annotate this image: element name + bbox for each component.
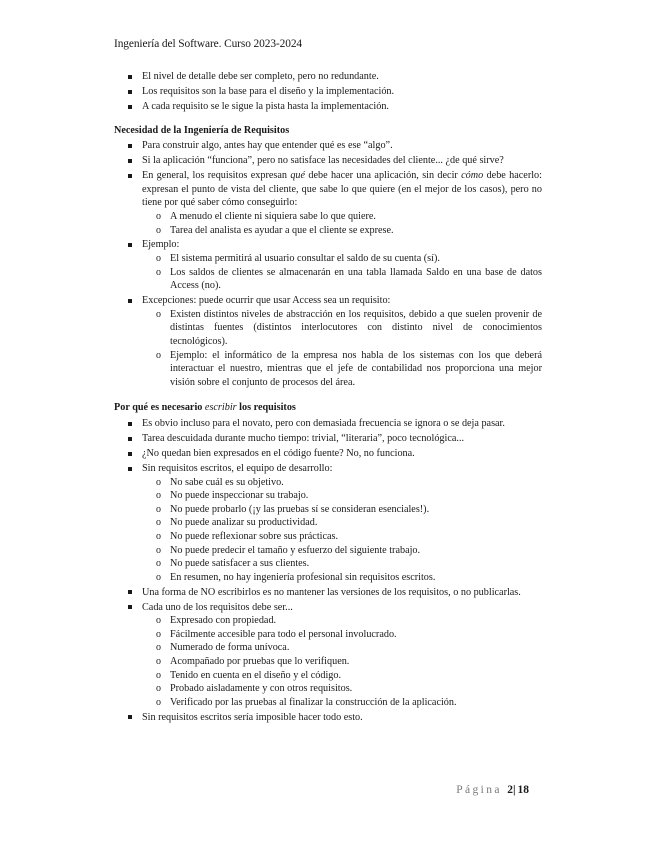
list-item: Tarea descuidada durante mucho tiempo: trivial, “literaria”, poco tecnológica... (114, 432, 542, 446)
square-bullet-icon (128, 243, 132, 247)
circle-bullet-icon: o (156, 253, 161, 265)
sub-list (142, 210, 542, 237)
sub-list-item: o Ejemplo: el informático de la empresa nos habla de los sistemas con los que deberá interactuar el nuestro, mientras que el jefe de contabilidad nos proporciona una mejor visión sobre el conjunto de procesos del área. (156, 349, 542, 388)
circle-bullet-icon: o (156, 683, 161, 695)
square-bullet-icon (128, 159, 132, 163)
sub-list (142, 614, 542, 709)
square-bullet-icon (128, 144, 132, 148)
list-item: El nivel de detalle debe ser completo, pero no redundante. (114, 70, 542, 84)
sub-list-item: o El sistema permitirá al usuario consultar el saldo de su cuenta (sí). (156, 253, 440, 265)
square-bullet-icon (128, 422, 132, 426)
sub-list-item: o No puede satisfacer a sus clientes. (156, 558, 310, 570)
sub-list-item: o En resumen, no hay ingeniería profesional sin requisitos escritos. (156, 571, 436, 583)
circle-bullet-icon: o (156, 266, 161, 278)
sub-list-item: o Numerado de forma unívoca. (156, 642, 290, 654)
sub-list-item: o No puede inspeccionar su trabajo. (156, 490, 309, 502)
sub-list-item: o No puede analizar su productividad. (156, 517, 318, 529)
list-item: Excepciones: puede ocurrir que usar Access sea un requisito: o Existen distintos niveles de abstracción en los requisitos, debido a que suelen provenir de distintas fuentes (distintos interlocutores con distinto nivel de conocimientos tecnológicos). o Ejemplo: el informático de la empresa nos habla de los sistemas con los que deberá interactuar el nuestro, mientras que el jefe de contabilidad nos proporciona una mejor visión sobre el conjunto de procesos del área. (114, 294, 542, 389)
intro-list (114, 70, 542, 114)
sub-list-item: o No puede reflexionar sobre sus prácticas. (156, 530, 339, 542)
list-item: En general, los requisitos expresan qué debe hacer una aplicación, sin decir cómo debe hacerlo: expresan el punto de vista del cliente, que sabe lo que quiere (en el mejor de los casos), pero no tiene por qué saber cómo conseguirlo: o A menudo el cliente ni siquiera sabe lo que quiere. o Tarea del analista es ayudar a que el cliente se exprese. (114, 169, 542, 237)
list-item: Una forma de NO escribirlos es no mantener las versiones de los requisitos, o no publicarlas. (114, 586, 542, 600)
list-item: ¿No quedan bien expresados en el código fuente? No, no funciona. (114, 447, 542, 461)
section-heading: Por qué es necesario escribir los requisitos (114, 402, 296, 414)
sub-list-item: o Acompañado por pruebas que lo verifiquen. (156, 656, 350, 668)
circle-bullet-icon: o (156, 628, 161, 640)
circle-bullet-icon: o (156, 642, 161, 654)
circle-bullet-icon: o (156, 558, 161, 570)
square-bullet-icon (128, 715, 132, 719)
circle-bullet-icon: o (156, 210, 161, 222)
sub-list (142, 308, 542, 390)
list-item: Para construir algo, antes hay que entender qué es ese “algo”. (114, 139, 542, 153)
page-separator: | (512, 784, 516, 796)
square-bullet-icon (128, 174, 132, 178)
sub-list (142, 476, 542, 585)
sub-list-item: o No sabe cuál es su objetivo. (156, 476, 284, 488)
circle-bullet-icon: o (156, 669, 161, 681)
square-bullet-icon (128, 452, 132, 456)
sub-list-item: o A menudo el cliente ni siquiera sabe lo que quiere. (156, 210, 376, 222)
circle-bullet-icon: o (156, 615, 161, 627)
section1-list (114, 139, 542, 389)
sub-list-item: o Existen distintos niveles de abstracción en los requisitos, debido a que suelen provenir de distintas fuentes (distintos interlocutores con distinto nivel de conocimientos tecnológicos). (156, 308, 542, 348)
sub-list-item: o Tenido en cuenta en el diseño y el código. (156, 669, 342, 681)
circle-bullet-icon: o (156, 308, 161, 320)
section2-list (114, 417, 542, 724)
list-item: Sin requisitos escritos, el equipo de desarrollo: o No sabe cuál es su objetivo. o No puede inspeccionar su trabajo. o No puede probarlo (¡y las pruebas sí se consideran esenciales!). o No puede analizar su productividad. o No puede reflexionar sobre sus prácticas. o No puede predecir el tamaño y esfuerzo del siguiente trabajo. o No puede satisfacer a sus clientes. o En resumen, no hay ingeniería profesional sin requisitos escritos. (114, 462, 542, 584)
square-bullet-icon (128, 437, 132, 441)
circle-bullet-icon: o (156, 503, 161, 515)
list-item: Ejemplo: o El sistema permitirá al usuario consultar el saldo de su cuenta (sí). o Los saldos de clientes se almacenarán en una tabla llamada Saldo en una base de datos Access (no). (114, 238, 542, 292)
circle-bullet-icon: o (156, 571, 161, 583)
list-item: A cada requisito se le sigue la pista hasta la implementación. (114, 100, 542, 114)
document-header: Ingeniería del Software. Curso 2023-2024 (114, 38, 303, 50)
circle-bullet-icon: o (156, 490, 161, 502)
square-bullet-icon (128, 105, 132, 109)
circle-bullet-icon: o (156, 656, 161, 668)
circle-bullet-icon: o (156, 224, 161, 236)
sub-list-item: o Verificado por las pruebas al finalizar la construcción de la aplicación. (156, 696, 457, 708)
square-bullet-icon (128, 605, 132, 609)
list-item: Si la aplicación “funciona”, pero no satisface las necesidades del cliente... ¿de qué sirve? (114, 154, 542, 168)
page-footer (456, 784, 529, 796)
document-body (114, 70, 542, 726)
square-bullet-icon (128, 75, 132, 79)
sub-list-item: o Tarea del analista es ayudar a que el cliente se exprese. (156, 224, 394, 236)
sub-list-item: o Expresado con propiedad. (156, 615, 277, 627)
list-item: Cada uno de los requisitos debe ser... o Expresado con propiedad. o Fácilmente accesible para todo el personal involucrado. o Numerado de forma unívoca. o Acompañado por pruebas que lo verifiquen. o Tenido en cuenta en el diseño y el código. o Probado aisladamente y con otros requisitos. o Verificado por las pruebas al finalizar la construcción de la aplicación. (114, 601, 542, 710)
circle-bullet-icon: o (156, 544, 161, 556)
square-bullet-icon (128, 590, 132, 594)
sub-list (142, 252, 542, 293)
list-item: Sin requisitos escritos sería imposible hacer todo esto. (114, 711, 542, 725)
square-bullet-icon (128, 467, 132, 471)
page-total: 18 (517, 784, 529, 796)
circle-bullet-icon: o (156, 517, 161, 529)
circle-bullet-icon: o (156, 349, 161, 361)
list-item: Los requisitos son la base para el diseño y la implementación. (114, 85, 542, 99)
square-bullet-icon (128, 90, 132, 94)
sub-list-item: o No puede probarlo (¡y las pruebas sí se consideran esenciales!). (156, 503, 430, 515)
sub-list-item: o No puede predecir el tamaño y esfuerzo del siguiente trabajo. (156, 544, 421, 556)
circle-bullet-icon: o (156, 696, 161, 708)
list-item: Es obvio incluso para el novato, pero con demasiada frecuencia se ignora o se deja pasar. (114, 417, 542, 431)
sub-list-item: o Los saldos de clientes se almacenarán en una tabla llamada Saldo en una base de datos Access (no). (156, 266, 542, 292)
sub-list-item: o Fácilmente accesible para todo el personal involucrado. (156, 628, 397, 640)
sub-list-item: o Probado aisladamente y con otros requisitos. (156, 683, 353, 695)
page-label: Página (456, 784, 502, 796)
circle-bullet-icon: o (156, 476, 161, 488)
section-heading: Necesidad de la Ingeniería de Requisitos (114, 124, 290, 136)
page-number: 2 (507, 784, 513, 796)
square-bullet-icon (128, 299, 132, 303)
circle-bullet-icon: o (156, 530, 161, 542)
